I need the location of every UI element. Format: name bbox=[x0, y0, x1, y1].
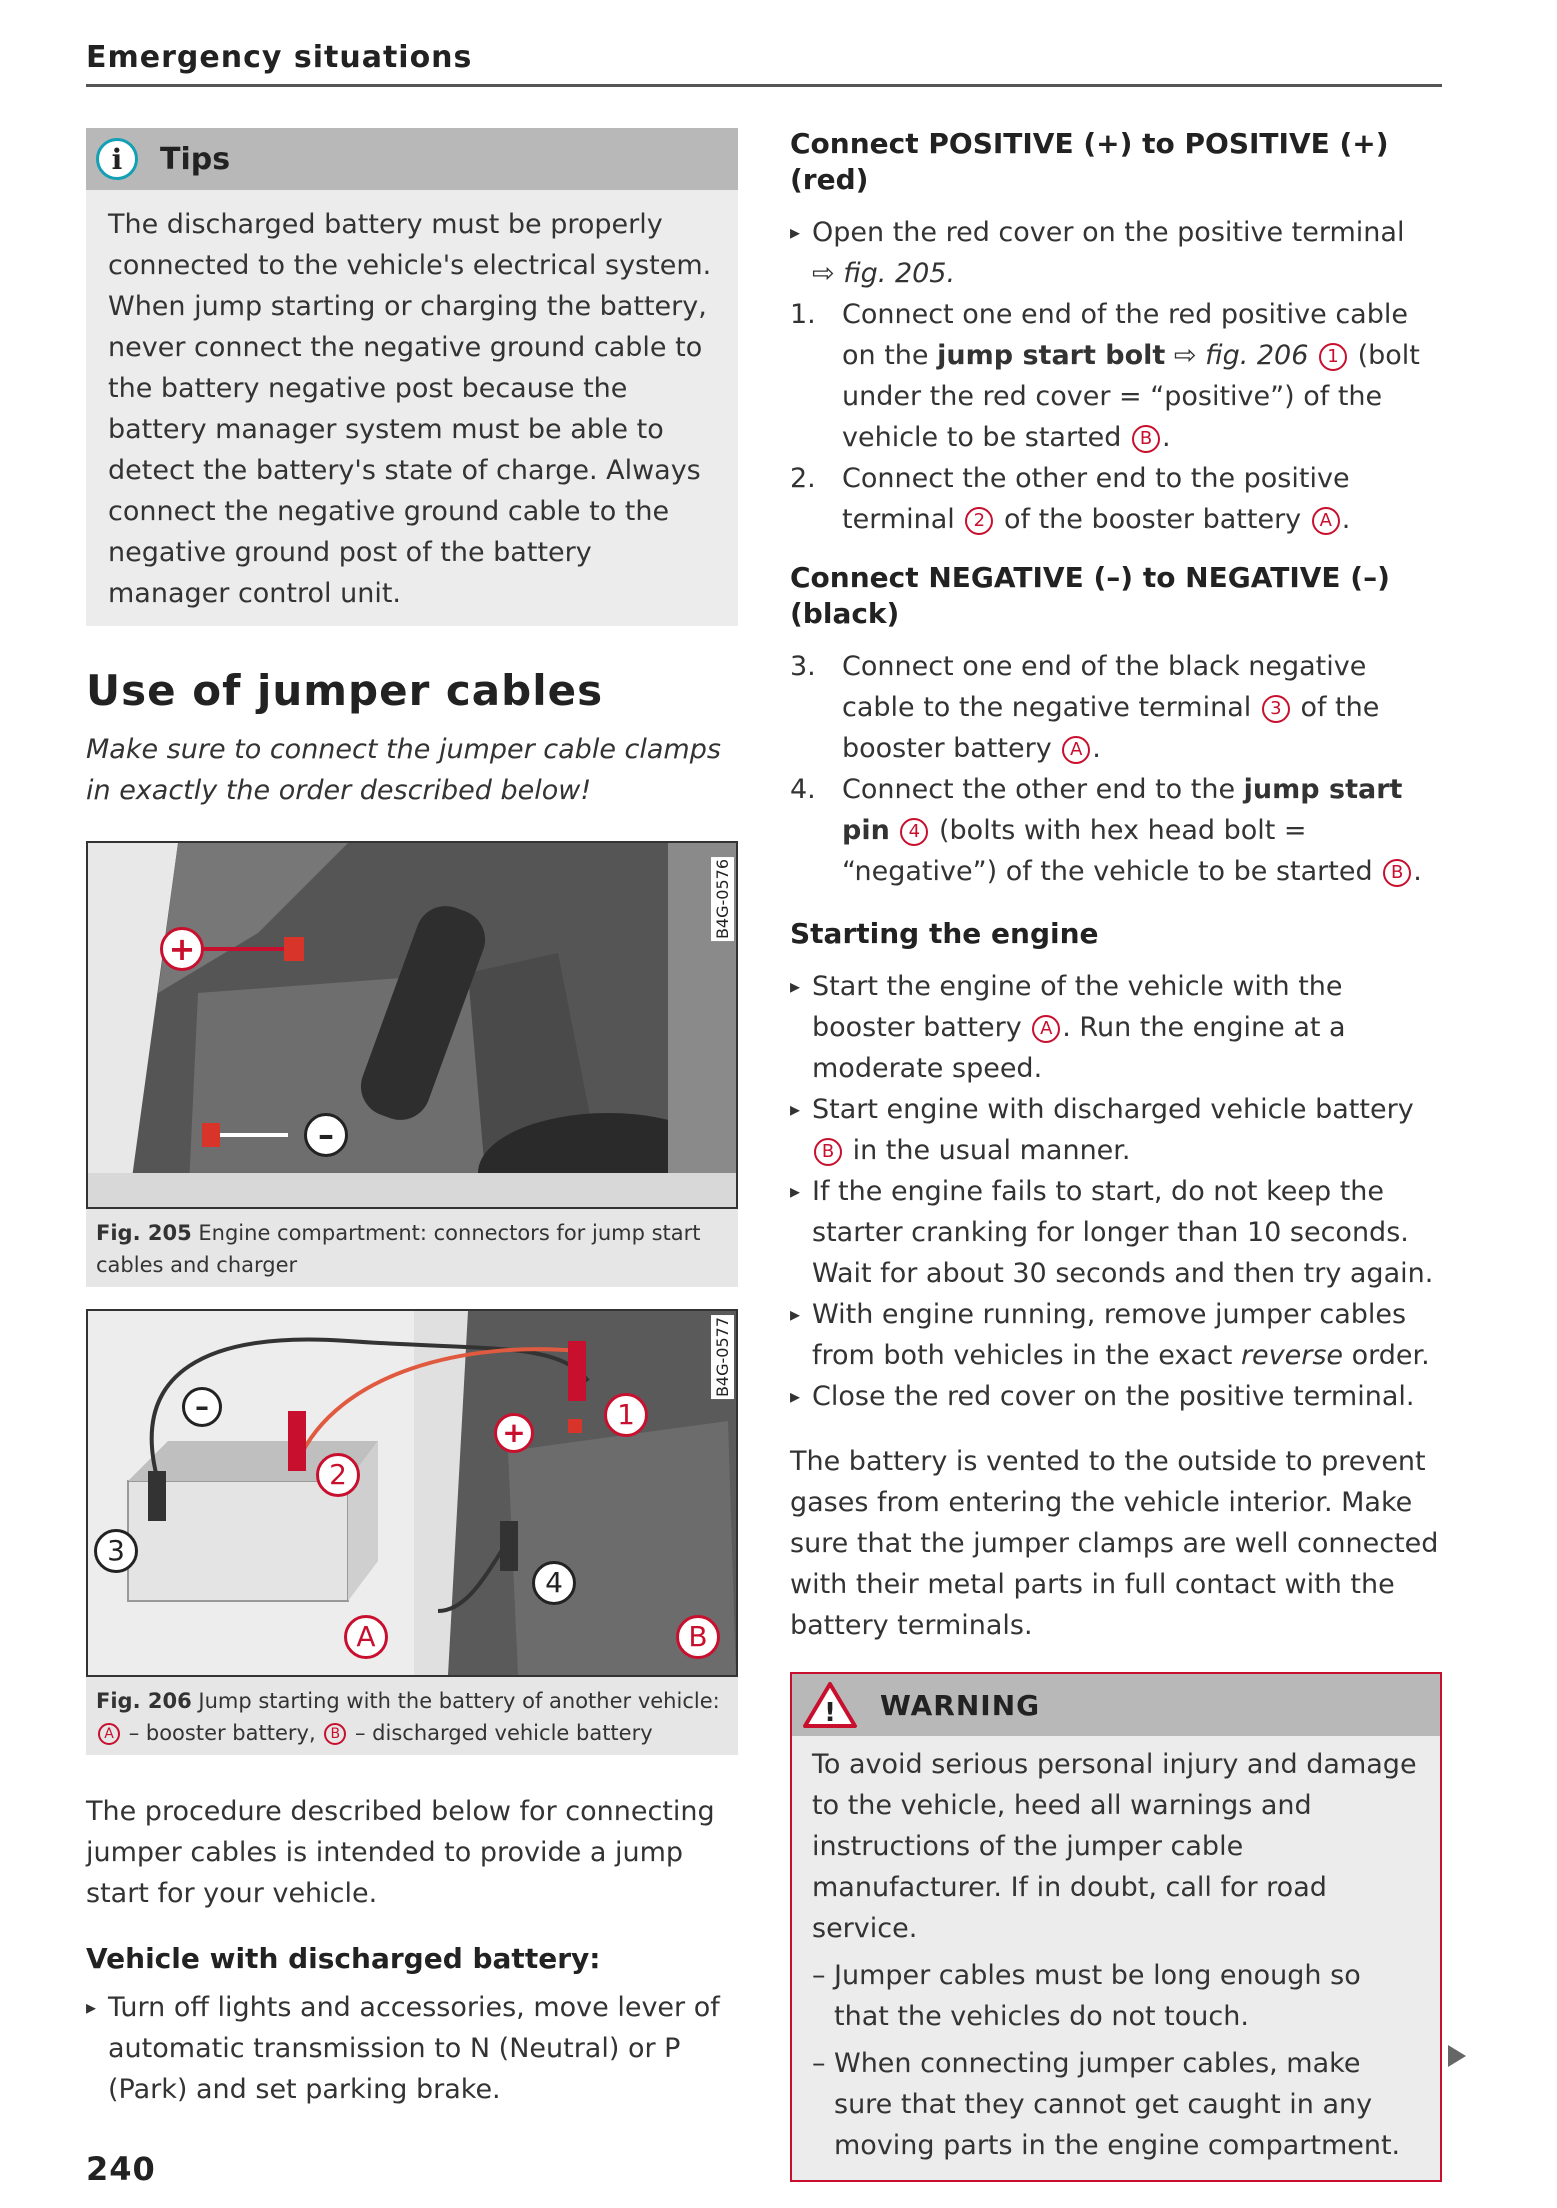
figure-206-caption-c: – discharged vehicle battery bbox=[355, 1721, 653, 1745]
step-1-text: Connect one end of the red positive cable on the jump start bolt ⇨ fig. 206 1 (bolt under the red cover = “positive”) of the vehicle to be started B . bbox=[842, 299, 1420, 453]
figure-206-caption-b: – booster battery, bbox=[128, 1721, 316, 1745]
warning-text: To avoid serious personal injury and damage to the vehicle, heed all warnings and instructions of the jumper cable manufacturer. If in doubt, call for road service. bbox=[812, 1749, 1417, 1944]
positive-bullet-a: Open the red cover on the positive terminal bbox=[812, 217, 1405, 248]
callout-A: A bbox=[344, 1615, 388, 1659]
bullet-arrow-icon: ▸ bbox=[790, 1179, 801, 1203]
step-4-text: Connect the other end to the jump start pin 4 (bolts with hex head bolt = “negative”) of the vehicle to be started B . bbox=[842, 774, 1422, 887]
warning-box bbox=[790, 1672, 1442, 2182]
procedure-paragraph: The procedure described below for connecting jumper cables is intended to provide a jump start for your vehicle. bbox=[86, 1796, 715, 1909]
callout-ref-A: A bbox=[1062, 736, 1090, 764]
warning-title: WARNING bbox=[880, 1688, 1041, 1722]
step-1 bbox=[790, 294, 1442, 458]
bullet-arrow-icon: ▸ bbox=[790, 1302, 801, 1326]
step-4-bold: jump start pin bbox=[842, 774, 1403, 846]
tips-body: The discharged battery must be properly connected to the vehicle's electrical system. When jump starting or charging the battery, never connect the negative ground cable to the battery negative post because the battery manager system must be able to detect the battery's state of charge. Always connect the negative ground cable to the negative ground post of the battery manager control unit. bbox=[108, 209, 712, 609]
figure-206-caption-a: Jump starting with the battery of another vehicle: bbox=[198, 1689, 720, 1713]
callout-ref-2: 2 bbox=[965, 507, 993, 535]
plus-marker: + bbox=[160, 927, 204, 971]
vehicle-bullet-text: Turn off lights and accessories, move lever of automatic transmission to N (Neutral) or P (Park) and set parking brake. bbox=[108, 1992, 720, 2105]
start-b5: Close the red cover on the positive terminal. bbox=[812, 1381, 1415, 1412]
start-b2-a: Start engine with discharged vehicle battery bbox=[812, 1094, 1414, 1125]
callout-ref-B: B bbox=[814, 1138, 842, 1166]
figure-205-caption-text: Engine compartment: connectors for jump start cables and charger bbox=[96, 1221, 701, 1277]
jump-start-drawing bbox=[88, 1311, 736, 1675]
start-bullet-2-text bbox=[812, 1089, 1442, 1171]
step-4-b: (bolts with hex head bolt = “negative”) of the vehicle to be started bbox=[842, 815, 1373, 887]
warning-item-2 bbox=[812, 2043, 1420, 2166]
step-4-number: 4. bbox=[790, 774, 816, 805]
warning-item-2-text: When connecting jumper cables, make sure that they cannot get caught in any moving parts in the engine compartment. bbox=[834, 2048, 1401, 2161]
callout-plus: + bbox=[494, 1413, 534, 1453]
figure-205-caption bbox=[86, 1209, 738, 1287]
fig-ref-206[interactable]: ⇨ fig. 206 bbox=[1173, 340, 1309, 371]
callout-3: 3 bbox=[94, 1529, 138, 1573]
start-b3: If the engine fails to start, do not keep the starter cranking for longer than 10 seconds. Wait for about 30 seconds and then try again. bbox=[812, 1176, 1434, 1289]
warning-item-1-text: Jumper cables must be long enough so that the vehicles do not touch. bbox=[834, 1960, 1361, 2032]
step-2-b: of the booster battery bbox=[1003, 504, 1302, 535]
positive-bullet bbox=[790, 212, 1442, 294]
figure-206 bbox=[86, 1309, 738, 1755]
step-1-bold: jump start bolt bbox=[937, 340, 1166, 371]
start-bullet-1-text bbox=[812, 966, 1442, 1089]
callout-1: 1 bbox=[604, 1393, 648, 1437]
running-header: Emergency situations bbox=[86, 40, 473, 75]
warning-item-1 bbox=[812, 1955, 1420, 2037]
step-3-text: Connect one end of the black negative cable to the negative terminal 3 of the booster battery A . bbox=[842, 651, 1380, 764]
tips-title: Tips bbox=[160, 141, 231, 177]
svg-text:!: ! bbox=[824, 1698, 836, 1728]
start-bullet-5 bbox=[790, 1376, 1442, 1417]
figure-205-label: Fig. 205 bbox=[96, 1221, 192, 1245]
step-1-b: (bolt under the red cover = “positive”) of the vehicle to be started bbox=[842, 340, 1420, 453]
starting-heading: Starting the engine bbox=[790, 917, 1099, 950]
fig-ref-205[interactable]: ⇨ fig. 205. bbox=[812, 258, 956, 289]
start-b1-b: . Run the engine at a moderate speed. bbox=[812, 1012, 1346, 1084]
start-bullet-1 bbox=[790, 966, 1442, 1089]
header-rule bbox=[86, 84, 1442, 87]
bullet-arrow-icon: ▸ bbox=[790, 1384, 801, 1408]
warning-header bbox=[792, 1674, 1440, 1736]
step-3-number: 3. bbox=[790, 651, 816, 682]
callout-4: 4 bbox=[532, 1561, 576, 1605]
ref-A: A bbox=[98, 1723, 120, 1745]
step-2 bbox=[790, 458, 1442, 540]
callout-ref-4: 4 bbox=[900, 818, 928, 846]
dash-mark: – bbox=[812, 2048, 826, 2079]
jump-start-illustration bbox=[86, 1309, 738, 1677]
vented-paragraph: The battery is vented to the outside to prevent gases from entering the vehicle interior. Make sure that the jumper clamps are well connected with their metal parts in full contact with the battery terminals. bbox=[790, 1446, 1439, 1641]
vehicle-bullet bbox=[86, 1987, 738, 2110]
bullet-arrow-icon: ▸ bbox=[790, 1097, 801, 1121]
info-icon: i bbox=[96, 138, 138, 180]
page-number: 240 bbox=[86, 2150, 156, 2188]
callout-ref-1: 1 bbox=[1319, 343, 1347, 371]
minus-marker: – bbox=[304, 1113, 348, 1157]
section-intro: Make sure to connect the jumper cable clamps in exactly the order described below! bbox=[86, 734, 721, 806]
bullet-arrow-icon: ▸ bbox=[790, 220, 801, 244]
step-3 bbox=[790, 646, 1442, 769]
engine-compartment-drawing bbox=[88, 843, 736, 1207]
tips-box bbox=[86, 128, 738, 626]
figure-205 bbox=[86, 841, 738, 1287]
start-bullet-4 bbox=[790, 1294, 1442, 1376]
negative-heading: Connect NEGATIVE (–) to NEGATIVE (–) (black) bbox=[790, 561, 1390, 630]
positive-heading: Connect POSITIVE (+) to POSITIVE (+) (red) bbox=[790, 127, 1389, 196]
callout-ref-B: B bbox=[1132, 425, 1160, 453]
callout-ref-3: 3 bbox=[1262, 695, 1290, 723]
step-3-b: of the booster battery bbox=[842, 692, 1380, 764]
step-1-a: Connect one end of the red positive cable on the bbox=[842, 299, 1408, 371]
left-column bbox=[86, 128, 738, 2110]
start-b1-a: Start the engine of the vehicle with the booster battery bbox=[812, 971, 1343, 1043]
step-4 bbox=[790, 769, 1442, 892]
callout-B: B bbox=[676, 1615, 720, 1659]
warning-body bbox=[792, 1736, 1440, 2180]
start-b4-em: reverse bbox=[1240, 1340, 1344, 1371]
section-title: Use of jumper cables bbox=[86, 666, 604, 715]
ref-B: B bbox=[324, 1723, 346, 1745]
start-b2-b: in the usual manner. bbox=[852, 1135, 1131, 1166]
figure-code: B4G-0576 bbox=[713, 859, 732, 940]
tips-header bbox=[86, 128, 738, 190]
bullet-arrow-icon: ▸ bbox=[86, 1995, 97, 2019]
positive-bullet-text bbox=[812, 212, 1404, 294]
start-b4-a: With engine running, remove jumper cables from both vehicles in the exact bbox=[812, 1299, 1407, 1371]
step-2-number: 2. bbox=[790, 463, 816, 494]
engine-compartment-illustration bbox=[86, 841, 738, 1209]
callout-ref-B: B bbox=[1383, 859, 1411, 887]
warning-triangle-icon bbox=[802, 1681, 858, 1729]
figure-206-label: Fig. 206 bbox=[96, 1689, 192, 1713]
callout-ref-A: A bbox=[1312, 507, 1340, 535]
step-2-text: Connect the other end to the positive terminal 2 of the booster battery A . bbox=[842, 463, 1351, 535]
start-bullet-4-text bbox=[812, 1294, 1442, 1376]
callout-minus: – bbox=[182, 1387, 222, 1427]
step-2-a: Connect the other end to the positive terminal bbox=[842, 463, 1350, 535]
right-column bbox=[790, 126, 1442, 2182]
step-4-a: Connect the other end to the bbox=[842, 774, 1236, 805]
step-3-a: Connect one end of the black negative cable to the negative terminal bbox=[842, 651, 1367, 723]
next-page-arrow-icon[interactable] bbox=[1448, 2045, 1466, 2067]
figure-206-caption bbox=[86, 1677, 738, 1755]
start-bullet-2 bbox=[790, 1089, 1442, 1171]
figure-code: B4G-0577 bbox=[713, 1317, 732, 1398]
bullet-arrow-icon: ▸ bbox=[790, 974, 801, 998]
start-bullet-3 bbox=[790, 1171, 1442, 1294]
callout-2: 2 bbox=[316, 1453, 360, 1497]
vehicle-heading: Vehicle with discharged battery: bbox=[86, 1942, 601, 1975]
dash-mark: – bbox=[812, 1960, 826, 1991]
step-1-number: 1. bbox=[790, 299, 816, 330]
callout-ref-A: A bbox=[1032, 1015, 1060, 1043]
start-b4-b: order. bbox=[1351, 1340, 1430, 1371]
